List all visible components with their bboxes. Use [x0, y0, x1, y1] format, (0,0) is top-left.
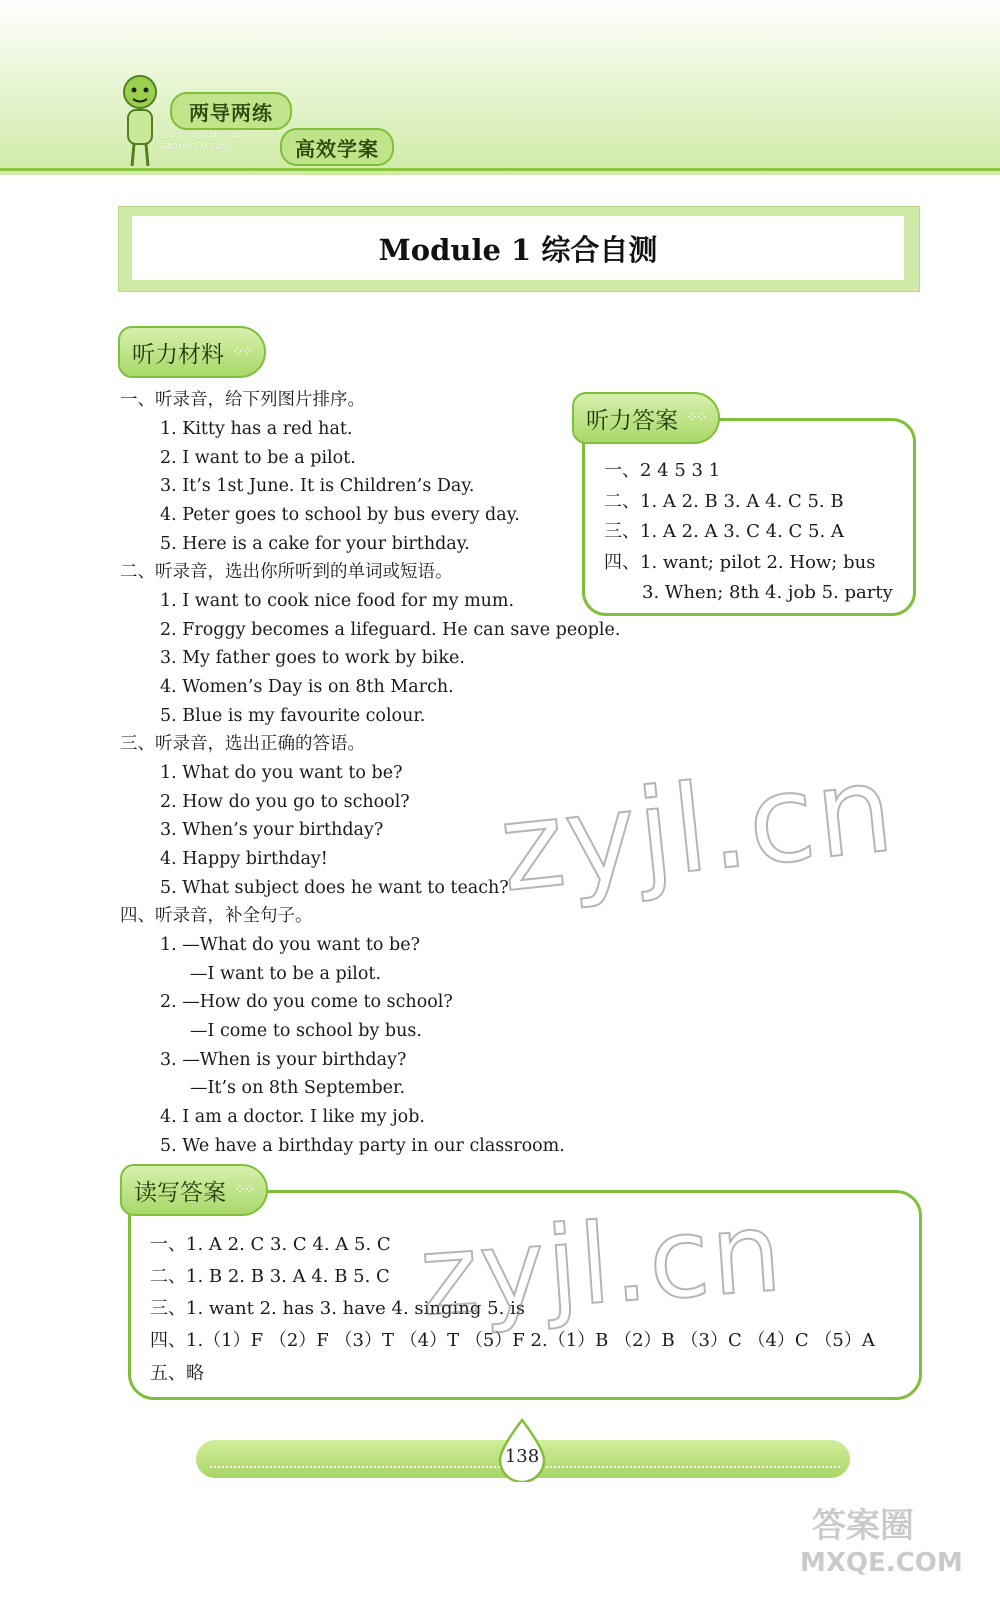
answer-line: 二、1. A 2. B 3. A 4. C 5. B — [604, 491, 844, 512]
list-item: 2. —How do you come to school? — [160, 992, 453, 1012]
list-item: 1. Kitty has a red hat. — [160, 419, 353, 439]
answer-line: 一、2 4 5 3 1 — [604, 460, 721, 481]
page-number: 138 — [504, 1446, 540, 1467]
answer-line: 五、略 — [150, 1363, 204, 1384]
arrow-dots-icon: ⁘⁘ — [234, 1182, 254, 1198]
list-item: 3. When’s your birthday? — [160, 820, 384, 840]
list-item: 1. —What do you want to be? — [160, 935, 420, 955]
list-item: 3. My father goes to work by bike. — [160, 648, 465, 668]
list-item: 3. —When is your birthday? — [160, 1050, 407, 1070]
section-heading-3: 三、听录音，选出正确的答语。 — [120, 734, 365, 754]
list-item: 1. I want to cook nice food for my mum. — [160, 591, 515, 611]
brand-pinyin — [160, 130, 280, 152]
list-item: 5. Blue is my favourite colour. — [160, 706, 426, 726]
list-item: —It’s on 8th September. — [190, 1078, 406, 1098]
tag-label: 听力答案 — [586, 407, 678, 434]
answer-line: 四、1. want; pilot 2. How; bus — [604, 552, 876, 573]
tag-label: 听力材料 — [132, 341, 224, 368]
answer-line: 二、1. B 2. B 3. A 4. B 5. C — [150, 1266, 390, 1287]
brand-tag-secondary: 高效学案 — [280, 128, 394, 166]
list-item: 1. What do you want to be? — [160, 763, 403, 783]
section-tag-reading-writing-answers — [120, 1164, 268, 1216]
answer-line: 四、1.（1）F （2）F （3）T （4）T （5）F 2.（1）B （2）B （3）C （4）C （5）A — [150, 1330, 875, 1351]
list-item: 4. Women’s Day is on 8th March. — [160, 677, 454, 697]
watermark-main: zyjl.cn — [415, 1187, 788, 1341]
pinyin-line-1: LIANGDAOLIANGLIAN — [160, 131, 245, 140]
watermark-corner-url: MXQE.COM — [800, 1548, 963, 1578]
section-heading-1: 一、听录音，给下列图片排序。 — [120, 390, 365, 410]
mascot-icon — [110, 70, 170, 170]
arrow-dots-icon: ⁘⁘ — [232, 344, 252, 360]
section-heading-4: 四、听录音，补全句子。 — [120, 906, 313, 926]
answer-line: 3. When; 8th 4. job 5. party — [642, 582, 893, 603]
answer-line: 三、1. want 2. has 3. have 4. singing 5. is — [150, 1298, 526, 1319]
list-item: —I want to be a pilot. — [190, 964, 382, 984]
list-item: 5. Here is a cake for your birthday. — [160, 534, 470, 554]
list-item: 4. Happy birthday! — [160, 849, 328, 869]
list-item: 3. It’s 1st June. It is Children’s Day. — [160, 476, 475, 496]
section-heading-2: 二、听录音，选出你所听到的单词或短语。 — [120, 562, 453, 582]
watermark-corner-logo: 答案圈 — [812, 1506, 914, 1546]
arrow-dots-icon: ⁘⁘ — [686, 410, 706, 426]
list-item: 5. We have a birthday party in our classroom. — [160, 1136, 565, 1156]
section-tag-listening-material — [118, 326, 266, 378]
list-item: 4. Peter goes to school by bus every day. — [160, 505, 520, 525]
list-item: 2. Froggy becomes a lifeguard. He can save people. — [160, 620, 621, 640]
pinyin-line-2: GAOXIAO XUEAN — [160, 142, 228, 151]
section-tag-listening-answers — [572, 392, 720, 444]
list-item: 2. How do you go to school? — [160, 792, 410, 812]
watermark-main: zyjl.cn — [493, 739, 902, 920]
list-item: 4. I am a doctor. I like my job. — [160, 1107, 425, 1127]
list-item: 5. What subject does he want to teach? — [160, 878, 509, 898]
list-item: 2. I want to be a pilot. — [160, 448, 356, 468]
tag-label: 读写答案 — [134, 1179, 226, 1206]
brand-tag-primary: 两导两练 — [170, 92, 292, 130]
page-title: Module 1 综合自测 — [132, 216, 904, 280]
answer-line: 一、1. A 2. C 3. C 4. A 5. C — [150, 1234, 391, 1255]
list-item: —I come to school by bus. — [190, 1021, 422, 1041]
answer-line: 三、1. A 2. A 3. C 4. C 5. A — [604, 521, 844, 542]
